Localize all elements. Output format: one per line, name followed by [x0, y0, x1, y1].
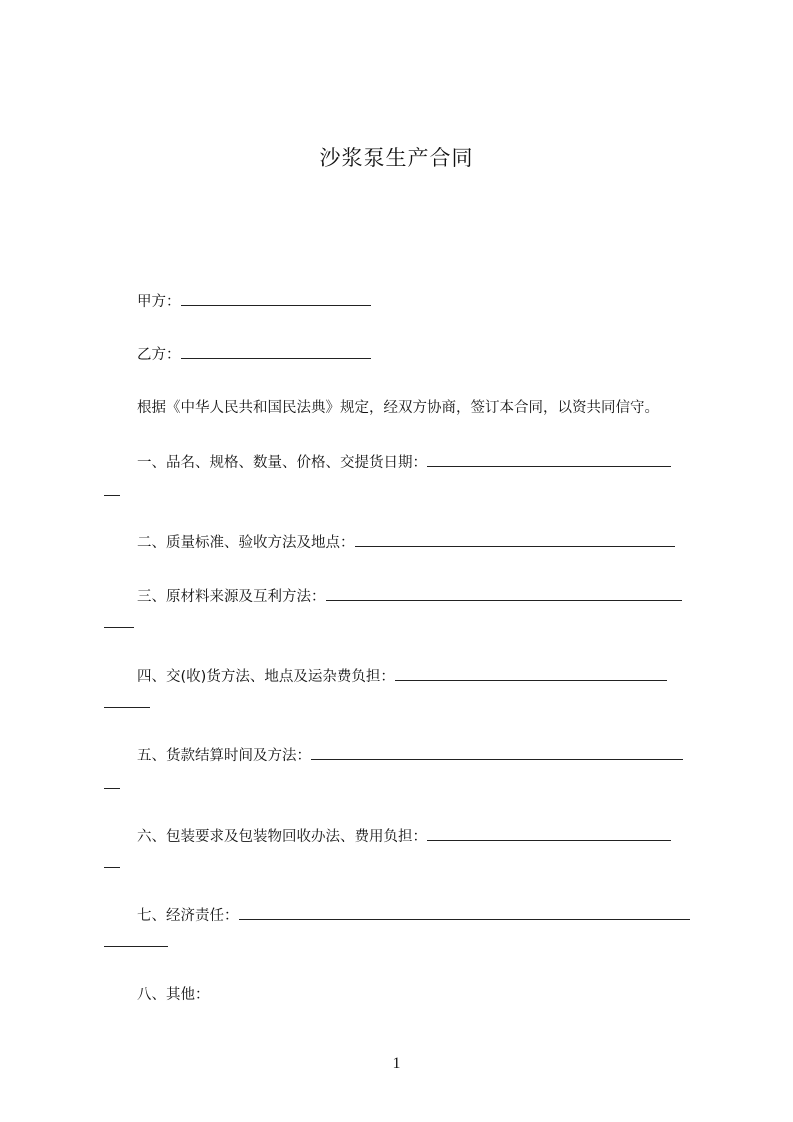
clause-5-label: 五、货款结算时间及方法： [137, 748, 311, 764]
preamble-text: 根据《中华人民共和国民法典》规定，经双方协商，签订本合同，以资共同信守。 [137, 400, 659, 416]
party-a-line [137, 291, 371, 312]
clause-6-line [137, 826, 671, 847]
clause-1-blank[interactable] [427, 452, 671, 467]
clause-2-blank[interactable] [355, 532, 675, 547]
clause-7-label: 七、经济责任： [137, 908, 239, 924]
party-a-blank[interactable] [181, 291, 371, 306]
clause-6-blank-continuation[interactable] [104, 867, 120, 868]
party-b-label: 乙方： [137, 347, 181, 363]
clause-4-blank-continuation[interactable] [104, 707, 150, 708]
party-b-blank[interactable] [181, 344, 371, 359]
clause-2-line [137, 532, 675, 553]
clause-7-blank-continuation[interactable] [104, 946, 168, 947]
clause-5-blank-continuation[interactable] [104, 788, 120, 789]
clause-6-blank[interactable] [427, 826, 671, 841]
page-number: 1 [392, 1055, 401, 1072]
clause-7-line [137, 905, 690, 926]
clause-2-label: 二、质量标准、验收方法及地点： [137, 535, 355, 551]
clause-5-blank[interactable] [311, 745, 683, 760]
clause-3-line [137, 586, 682, 607]
clause-4-label: 四、交(收)货方法、地点及运杂费负担： [137, 669, 395, 685]
party-b-line [137, 344, 371, 365]
clause-1-label: 一、品名、规格、数量、价格、交提货日期： [137, 455, 427, 471]
clause-6-label: 六、包装要求及包装物回收办法、费用负担： [137, 829, 427, 845]
clause-1-blank-continuation[interactable] [104, 495, 120, 496]
party-a-label: 甲方： [137, 294, 181, 310]
clause-8-line [137, 985, 210, 1005]
clause-7-blank[interactable] [239, 905, 690, 920]
clause-4-blank[interactable] [395, 666, 667, 681]
clause-3-label: 三、原材料来源及互利方法： [137, 589, 326, 605]
clause-4-line [137, 666, 667, 687]
document-title: 沙浆泵生产合同 [319, 146, 474, 170]
clause-3-blank[interactable] [326, 586, 682, 601]
clause-1-line [137, 452, 671, 473]
clause-3-blank-continuation[interactable] [104, 627, 134, 628]
clause-5-line [137, 745, 683, 766]
clause-8-label: 八、其他： [137, 987, 210, 1003]
